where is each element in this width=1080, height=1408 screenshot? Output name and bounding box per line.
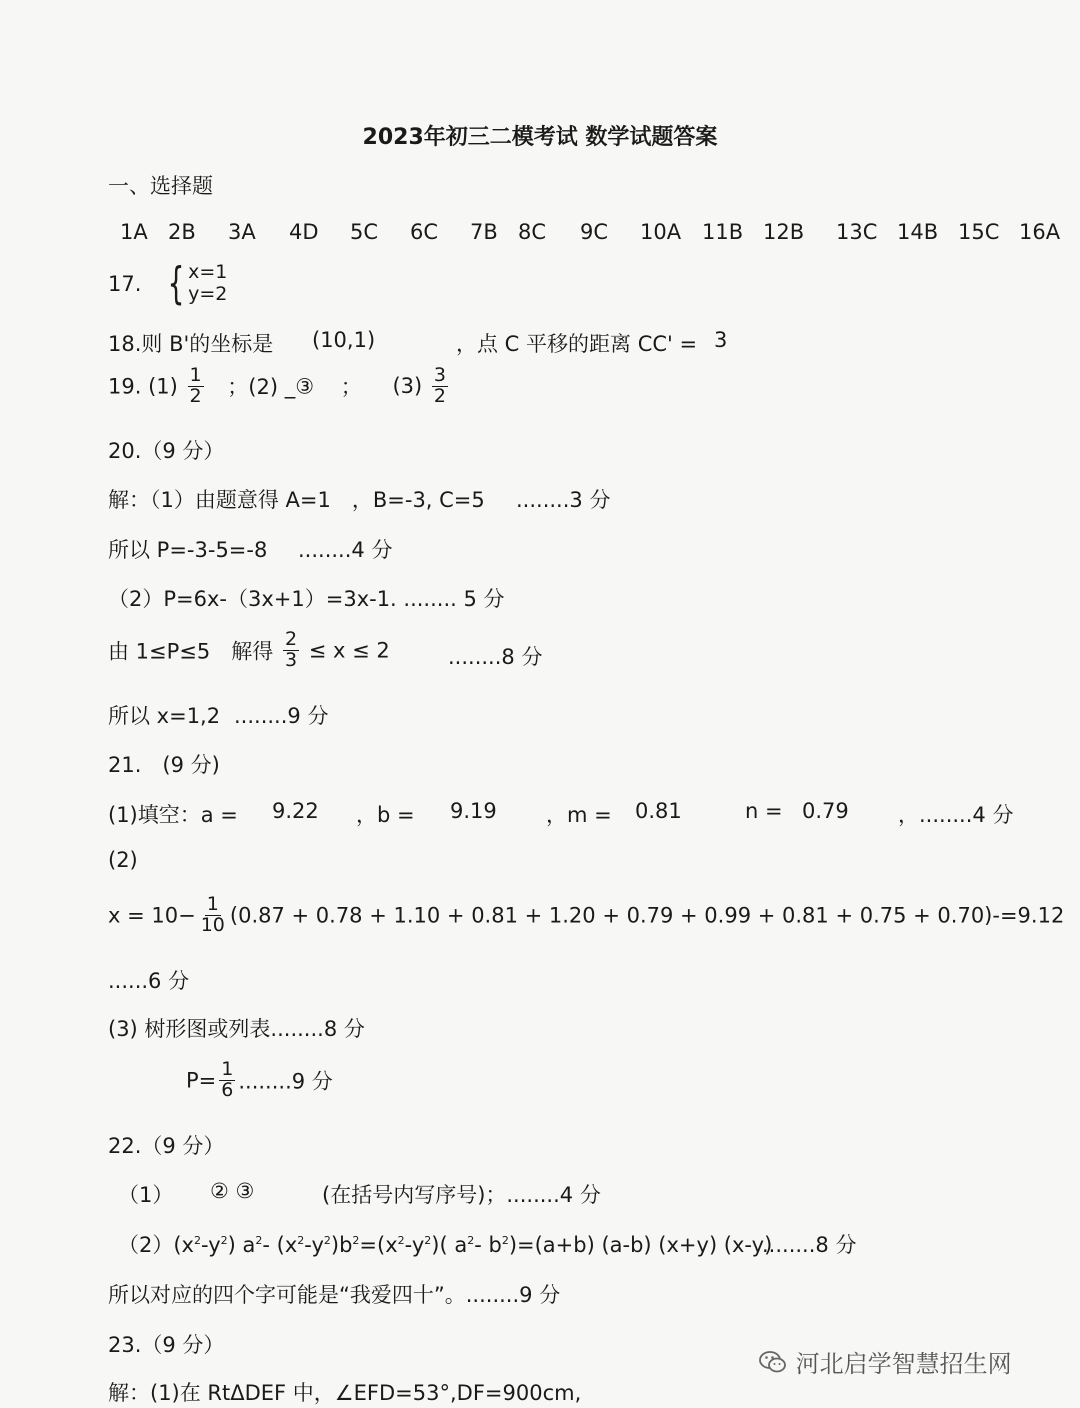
q18-coord: (10,1): [312, 328, 376, 352]
fraction: [199, 895, 227, 936]
fraction: [188, 366, 204, 407]
q19-prefix: 19. (1): [108, 374, 178, 399]
q21-heading: 21. (9 分): [108, 753, 220, 777]
q20-line1-score: ........3 分: [516, 488, 611, 512]
q21-m-value: 0.81: [635, 799, 682, 823]
q19-answer: [108, 366, 451, 407]
q20-line4-score: ........8 分: [448, 645, 543, 669]
probability-score: ........9 分: [238, 1069, 333, 1094]
q22-line1-answers: ② ③: [210, 1179, 255, 1203]
q21-b-value: 9.19: [450, 799, 497, 823]
q20-line1: 解：（1）由题意得 A=1 ，B=-3, C=5: [108, 488, 485, 512]
q20-line4: [108, 630, 390, 671]
q21-mean-score: ......6 分: [108, 969, 190, 993]
equation-system: [188, 262, 227, 306]
q21-b-label: ，b =: [356, 803, 415, 827]
q17-number: 17.: [108, 272, 142, 296]
q19-part3-label: (3): [392, 374, 423, 399]
q19-sep2: ；: [340, 375, 362, 400]
q19-sep1: ；(2): [227, 375, 279, 400]
q21-fill-score: ，........4 分: [898, 803, 1014, 827]
fraction-numerator: 3: [433, 364, 446, 386]
choice-answer: 15C: [958, 220, 1000, 244]
q21-n-value: 0.79: [802, 799, 849, 823]
q21-part2-label: (2): [108, 848, 138, 872]
section-heading-choice: 一、选择题: [108, 174, 213, 198]
watermark-text: 河北启学智慧招生网: [795, 1350, 1012, 1378]
fraction-numerator: 1: [221, 1058, 234, 1080]
choice-answer: 14B: [897, 220, 939, 244]
q20-line2: 所以 P=-3-5=-8: [108, 538, 268, 562]
choice-answer: 7B: [470, 220, 498, 244]
q23-heading: 23.（9 分）: [108, 1333, 225, 1357]
choice-answer: 4D: [289, 220, 319, 244]
choice-answer: 8C: [518, 220, 547, 244]
q22-line1-note: (在括号内写序号)；........4 分: [322, 1183, 601, 1207]
fraction-numerator: 2: [284, 628, 298, 650]
choice-answer: 10A: [640, 220, 682, 244]
brace-symbol: {: [167, 258, 185, 309]
choice-answer: 9C: [580, 220, 609, 244]
q21-a-value: 9.22: [272, 799, 319, 823]
q20-line4-ineq: ≤ x ≤ 2: [308, 638, 390, 663]
q21-part3: (3) 树形图或列表........8 分: [108, 1017, 365, 1041]
fraction: [219, 1060, 235, 1101]
q19-part2: _③: [284, 374, 315, 399]
q22-line3: 所以对应的四个字可能是“我爱四十”。........9 分: [108, 1283, 561, 1307]
q22-line2: $(2)(x^2-y^2)$ $a^2-$ $(x^2-y^2)b^2=(x^2-y^2)$( $a^2-$ $b^2)=(a+b)$ (a-b) (x+y) (x-y): [118, 1233, 773, 1257]
watermark: [758, 1344, 1012, 1379]
fraction-denominator: 3: [284, 648, 298, 671]
choice-answer: 6C: [410, 220, 439, 244]
fraction: [432, 366, 448, 407]
q21-n-label: n =: [745, 799, 783, 823]
wechat-icon: [758, 1349, 788, 1375]
choice-answer: 11B: [702, 220, 744, 244]
choice-answers-row: [0, 220, 1080, 248]
q20-heading: 20.（9 分）: [108, 439, 225, 463]
fraction-denominator: 2: [189, 384, 202, 407]
q20-line5-score: ........9 分: [234, 704, 329, 728]
q22-heading: 22.（9 分）: [108, 1134, 225, 1158]
q21-m-label: ，m =: [546, 803, 612, 827]
q20-line2-score: ........4 分: [298, 538, 393, 562]
q22-line1-label: （1）: [118, 1183, 174, 1207]
fraction-numerator: 1: [189, 364, 202, 386]
page-title: 2023年初三二模考试 数学试题答案: [362, 125, 718, 150]
q20-line4-text: 由 1≤P≤5 解得: [108, 639, 274, 664]
fraction-denominator: 10: [200, 913, 225, 936]
q21-mean-formula: [108, 895, 1064, 936]
q22-line2-score: ........8 分: [762, 1233, 857, 1257]
q21-fill-label: (1)填空：a =: [108, 803, 238, 827]
fraction: [283, 630, 299, 671]
q17-eq2: y=2: [188, 283, 228, 305]
fraction-denominator: 6: [221, 1078, 234, 1101]
formula-prefix: x = 10−: [108, 903, 196, 928]
q21-probability: [186, 1060, 333, 1101]
choice-answer: 5C: [350, 220, 379, 244]
formula-body: (0.87 + 0.78 + 1.10 + 0.81 + 1.20 + 0.79 + 0.99 + 0.81 + 0.75 + 0.70)-=9.12: [229, 903, 1065, 928]
q18-mid: ，点 C 平移的距离 CC' =: [456, 332, 698, 356]
choice-answer: 1A: [120, 220, 148, 244]
q23-line1: 解：(1)在 RtΔDEF 中，∠EFD=53°,DF=900cm,: [108, 1381, 582, 1405]
q18-prefix: 18.则 B'的坐标是: [108, 332, 274, 356]
choice-answer: 12B: [763, 220, 805, 244]
choice-answer: 2B: [168, 220, 196, 244]
q18-distance: 3: [714, 328, 728, 352]
fraction-denominator: 2: [433, 384, 446, 407]
choice-answer: 13C: [836, 220, 878, 244]
choice-answer: 16A: [1019, 220, 1061, 244]
choice-answer: 3A: [228, 220, 256, 244]
q20-line3: （2）P=6x-（3x+1）=3x-1. ........ 5 分: [108, 587, 505, 611]
q17-eq1: x=1: [188, 261, 228, 284]
q17-answer: [108, 258, 228, 309]
probability-label: P=: [186, 1068, 217, 1093]
q20-line5: 所以 x=1,2: [108, 704, 221, 728]
fraction-numerator: 1: [206, 893, 219, 915]
